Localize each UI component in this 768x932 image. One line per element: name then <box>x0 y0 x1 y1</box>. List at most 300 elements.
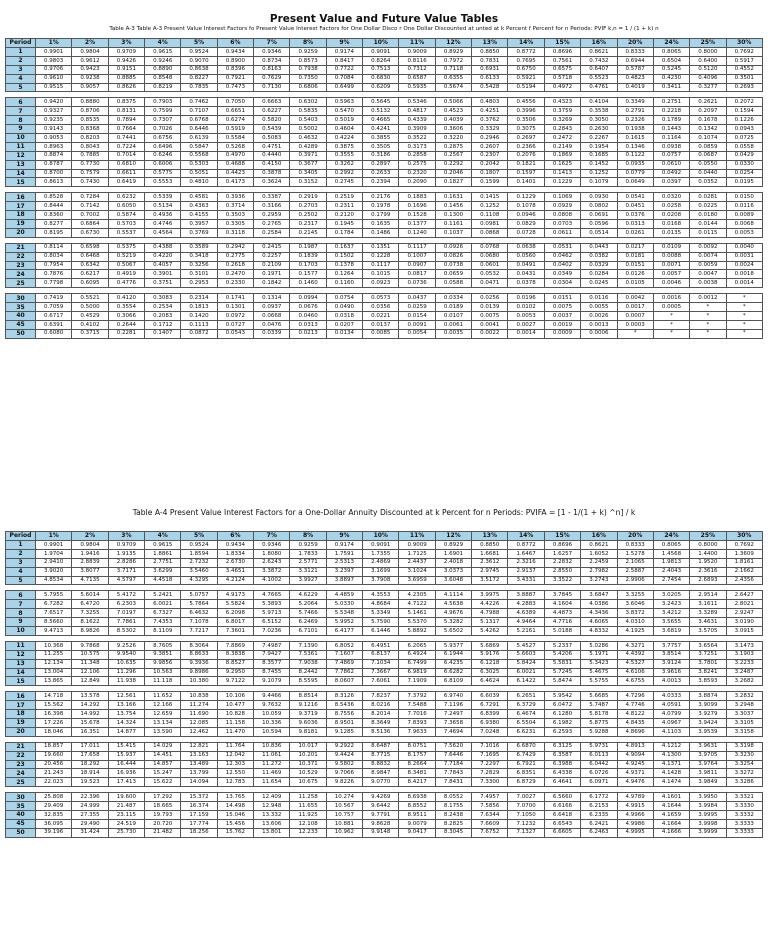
factor-cell: 0.1069 <box>544 193 580 202</box>
factor-cell: 0.3901 <box>145 270 181 279</box>
factor-cell: 5.0188 <box>544 627 580 636</box>
period-cell: 6 <box>6 591 36 600</box>
factor-cell: 0.1577 <box>290 270 326 279</box>
factor-cell: 11.764 <box>217 742 253 751</box>
factor-cell: 29.490 <box>72 819 108 828</box>
factor-cell: 0.0150 <box>726 193 762 202</box>
factor-cell: 0.7972 <box>435 56 471 65</box>
factor-cell: 0.0356 <box>363 303 399 312</box>
factor-cell: 0.3505 <box>363 142 399 151</box>
factor-cell: 0.0935 <box>617 160 653 169</box>
factor-cell: 0.5935 <box>399 83 435 92</box>
rate-header: 20% <box>617 39 653 48</box>
factor-cell: 0.2875 <box>435 142 471 151</box>
table-a4-title: Table A-4 Present Value Interest Factors for a One-Dollar Annuity Discounted at k Percent for n Periods: PVIFA = [1 - 1/(1 + k) ^n] / k <box>132 508 636 517</box>
factor-cell: 2.5771 <box>290 558 326 567</box>
table-row <box>6 541 763 550</box>
factor-cell: 0.0573 <box>363 294 399 303</box>
table-row <box>6 600 763 609</box>
factor-cell: 0.6209 <box>363 83 399 92</box>
factor-cell: 8.8527 <box>217 659 253 668</box>
factor-cell: 0.7954 <box>36 261 72 270</box>
factor-cell: 4.3553 <box>363 591 399 600</box>
table-row <box>6 98 763 107</box>
factor-cell: 0.2751 <box>653 98 689 107</box>
factor-cell: 0.0687 <box>690 151 726 160</box>
factor-cell: 0.7722 <box>326 65 362 74</box>
factor-cell: 7.2297 <box>472 760 508 769</box>
factor-cell: 4.3436 <box>581 609 617 618</box>
factor-cell: 0.9901 <box>36 48 72 57</box>
table-row <box>6 312 763 321</box>
factor-cell: * <box>726 329 762 338</box>
factor-cell: 0.3349 <box>617 98 653 107</box>
factor-cell: 5.6603 <box>508 650 544 659</box>
factor-cell: 0.2703 <box>290 202 326 211</box>
factor-cell: 7.6609 <box>472 819 508 828</box>
factor-cell: 3.9811 <box>690 769 726 778</box>
factor-cell: 0.0009 <box>544 329 580 338</box>
factor-cell: 3.8593 <box>690 677 726 686</box>
factor-cell: 0.8417 <box>326 56 362 65</box>
factor-cell: 0.1528 <box>399 211 435 220</box>
factor-cell: 6.4235 <box>435 659 471 668</box>
factor-cell: 0.3538 <box>581 107 617 116</box>
factor-cell: 0.7921 <box>217 74 253 83</box>
factor-cell: 4.1114 <box>435 591 471 600</box>
factor-cell: 0.1164 <box>653 134 689 143</box>
factor-cell: 0.0943 <box>726 125 762 134</box>
factor-cell: 9.8181 <box>290 727 326 736</box>
rate-header: 7% <box>254 532 290 541</box>
factor-cell: 8.4217 <box>399 778 435 787</box>
factor-cell: * <box>726 294 762 303</box>
period-cell: 21 <box>6 742 36 751</box>
rate-header: 9% <box>326 532 362 541</box>
factor-cell: * <box>690 312 726 321</box>
factor-cell: 3.3332 <box>726 811 762 820</box>
period-cell: 45 <box>6 819 36 828</box>
factor-cell: 0.3909 <box>399 125 435 134</box>
factor-cell: 0.7014 <box>108 151 144 160</box>
factor-cell: 4.1666 <box>653 828 689 837</box>
factor-cell: 0.0431 <box>508 270 544 279</box>
factor-cell: 0.0382 <box>581 252 617 261</box>
factor-cell: 0.2470 <box>217 270 253 279</box>
factor-cell: 0.4746 <box>145 220 181 229</box>
period-cell: 15 <box>6 178 36 187</box>
factor-cell: 0.0462 <box>544 252 580 261</box>
factor-cell: 0.3075 <box>508 125 544 134</box>
pvifa-table <box>5 531 763 838</box>
factor-cell: 3.3289 <box>690 609 726 618</box>
period-cell: 7 <box>6 107 36 116</box>
rate-header: 12% <box>435 39 471 48</box>
factor-cell: 0.0144 <box>690 220 726 229</box>
period-cell: 21 <box>6 243 36 252</box>
factor-cell: 0.4120 <box>108 294 144 303</box>
factor-cell: 0.0972 <box>217 312 253 321</box>
factor-cell: 0.0560 <box>508 252 544 261</box>
factor-cell: 0.4241 <box>363 125 399 134</box>
factor-cell: 0.3759 <box>544 107 580 116</box>
rate-header: 5% <box>181 39 217 48</box>
factor-cell: 12.108 <box>290 819 326 828</box>
factor-cell: 0.0868 <box>472 228 508 237</box>
factor-cell: 8.2014 <box>363 710 399 719</box>
factor-cell: 0.2953 <box>181 279 217 288</box>
factor-cell: 2.9247 <box>726 609 762 618</box>
factor-cell: 7.9427 <box>254 650 290 659</box>
factor-cell: 0.5820 <box>254 116 290 125</box>
factor-cell: 0.7312 <box>399 65 435 74</box>
factor-cell: 4.4518 <box>145 576 181 585</box>
factor-cell: 0.0907 <box>399 261 435 270</box>
factor-cell: 10.371 <box>290 760 326 769</box>
factor-cell: 3.5705 <box>690 627 726 636</box>
factor-cell: 2.5887 <box>617 567 653 576</box>
factor-cell: 17.159 <box>181 811 217 820</box>
factor-cell: 0.1978 <box>363 202 399 211</box>
table-row <box>6 609 763 618</box>
factor-cell: 3.5460 <box>181 567 217 576</box>
factor-cell: 0.0532 <box>472 270 508 279</box>
factor-cell: 0.9327 <box>36 107 72 116</box>
factor-cell: 7.8431 <box>435 778 471 787</box>
factor-cell: 0.1226 <box>726 116 762 125</box>
factor-cell: 3.9849 <box>690 778 726 787</box>
factor-cell: 4.3295 <box>181 576 217 585</box>
factor-cell: 1.5278 <box>617 549 653 558</box>
factor-cell: 0.9235 <box>36 116 72 125</box>
factor-cell: 0.9706 <box>36 65 72 74</box>
factor-cell: 0.5403 <box>290 116 326 125</box>
table-row <box>6 802 763 811</box>
factor-cell: 15.562 <box>36 701 72 710</box>
factor-cell: 0.0736 <box>399 279 435 288</box>
factor-cell: 0.5428 <box>472 83 508 92</box>
factor-cell: 0.1015 <box>363 270 399 279</box>
factor-cell: 0.9091 <box>363 541 399 550</box>
factor-cell: 7.0236 <box>254 627 290 636</box>
factor-cell: 10.838 <box>181 692 217 701</box>
factor-cell: 7.3667 <box>363 668 399 677</box>
factor-cell: 6.8351 <box>508 769 544 778</box>
factor-cell: 2.9514 <box>690 591 726 600</box>
factor-cell: 3.3158 <box>726 727 762 736</box>
rate-header: 10% <box>363 532 399 541</box>
factor-cell: 0.0779 <box>617 169 653 178</box>
factor-cell: 0.0116 <box>581 294 617 303</box>
period-cell: 45 <box>6 320 36 329</box>
period-cell: 8 <box>6 116 36 125</box>
factor-cell: 10.675 <box>290 778 326 787</box>
factor-cell: 6.0113 <box>581 751 617 760</box>
factor-cell: 0.0075 <box>472 312 508 321</box>
factor-cell: 13.606 <box>254 819 290 828</box>
factor-cell: 14.498 <box>217 802 253 811</box>
factor-cell: 0.7118 <box>435 65 471 74</box>
factor-cell: 0.4581 <box>181 193 217 202</box>
factor-cell: 7.8869 <box>217 641 253 650</box>
factor-cell: 7.1034 <box>363 659 399 668</box>
factor-cell: 5.9542 <box>544 692 580 701</box>
factor-cell: 0.9009 <box>399 48 435 57</box>
period-cell: 40 <box>6 312 36 321</box>
factor-cell: 0.6768 <box>181 116 217 125</box>
factor-cell: 0.2307 <box>472 151 508 160</box>
factor-cell: 0.0994 <box>290 294 326 303</box>
table-row <box>6 549 763 558</box>
factor-cell: 3.3321 <box>726 793 762 802</box>
factor-cell: 0.7142 <box>72 202 108 211</box>
factor-cell: 0.0168 <box>653 220 689 229</box>
factor-cell: 15.415 <box>108 742 144 751</box>
factor-cell: 0.9151 <box>108 65 144 74</box>
factor-cell: 6.6231 <box>508 727 544 736</box>
factor-cell: 0.9524 <box>181 48 217 57</box>
factor-cell: 18.292 <box>72 760 108 769</box>
factor-cell: 7.1390 <box>290 641 326 650</box>
factor-cell: 4.8122 <box>617 710 653 719</box>
factor-cell: 0.2693 <box>726 83 762 92</box>
factor-cell: 0.9174 <box>326 541 362 550</box>
factor-cell: 21.487 <box>108 802 144 811</box>
factor-cell: 4.1474 <box>653 778 689 787</box>
factor-cell: 0.3554 <box>108 303 144 312</box>
table-row <box>6 279 763 288</box>
factor-cell: 0.0217 <box>617 243 653 252</box>
factor-cell: 0.0334 <box>435 294 471 303</box>
factor-cell: 4.8534 <box>36 576 72 585</box>
factor-cell: 0.6864 <box>72 220 108 229</box>
factor-cell: 4.8435 <box>617 719 653 728</box>
factor-cell: 5.7487 <box>581 701 617 710</box>
factor-cell: 9.8986 <box>181 668 217 677</box>
factor-cell: 0.8734 <box>254 56 290 65</box>
factor-cell: * <box>653 312 689 321</box>
factor-cell: 0.0680 <box>472 252 508 261</box>
period-cell: 50 <box>6 329 36 338</box>
factor-cell: 0.0610 <box>653 160 689 169</box>
table-row <box>6 793 763 802</box>
factor-cell: 0.1160 <box>326 279 362 288</box>
factor-cell: 0.6139 <box>181 134 217 143</box>
factor-cell: 0.0284 <box>581 270 617 279</box>
factor-cell: 0.8880 <box>72 98 108 107</box>
factor-cell: 8.1622 <box>72 618 108 627</box>
factor-cell: 0.0802 <box>581 202 617 211</box>
factor-cell: 0.3329 <box>472 125 508 134</box>
table-row <box>6 116 763 125</box>
factor-cell: 11.469 <box>254 769 290 778</box>
factor-cell: 18.046 <box>36 727 72 736</box>
factor-cell: 0.0013 <box>581 320 617 329</box>
factor-cell: 0.6810 <box>108 160 144 169</box>
factor-cell: 0.5775 <box>145 169 181 178</box>
factor-cell: 7.3300 <box>472 778 508 787</box>
factor-cell: 6.8137 <box>363 650 399 659</box>
factor-cell: 0.6598 <box>72 243 108 252</box>
factor-cell: 0.0491 <box>508 261 544 270</box>
factor-cell: 0.0135 <box>653 228 689 237</box>
factor-cell: 0.8621 <box>581 541 617 550</box>
factor-cell: 9.1285 <box>326 727 362 736</box>
factor-cell: 5.6014 <box>72 591 108 600</box>
factor-cell: 8.3577 <box>254 659 290 668</box>
factor-cell: 0.0676 <box>290 303 326 312</box>
factor-cell: 0.0053 <box>508 312 544 321</box>
factor-cell: 0.4057 <box>145 261 181 270</box>
factor-cell: 0.7419 <box>36 294 72 303</box>
factor-cell: 5.4675 <box>581 668 617 677</box>
period-cell: 7 <box>6 600 36 609</box>
factor-cell: 0.0460 <box>290 312 326 321</box>
factor-cell: 0.3762 <box>472 116 508 125</box>
factor-cell: 5.1971 <box>581 650 617 659</box>
factor-cell: 5.7590 <box>363 618 399 627</box>
factor-cell: 0.6717 <box>36 312 72 321</box>
factor-cell: 0.9709 <box>108 48 144 57</box>
factor-cell: 0.5134 <box>145 202 181 211</box>
factor-cell: 7.7843 <box>435 769 471 778</box>
factor-cell: 0.1415 <box>472 193 508 202</box>
factor-cell: 0.0041 <box>472 320 508 329</box>
factor-cell: 0.2314 <box>181 294 217 303</box>
factor-cell: 1.8334 <box>217 549 253 558</box>
factor-cell: 0.8700 <box>36 169 72 178</box>
factor-cell: 3.7908 <box>363 576 399 585</box>
factor-cell: 0.8706 <box>72 107 108 116</box>
factor-cell: 0.0137 <box>363 320 399 329</box>
factor-cell: 0.7730 <box>72 160 108 169</box>
factor-cell: 0.8772 <box>508 541 544 550</box>
factor-cell: 0.0691 <box>581 211 617 220</box>
factor-cell: 4.1644 <box>653 802 689 811</box>
factor-cell: * <box>617 329 653 338</box>
factor-cell: 9.2922 <box>326 742 362 751</box>
factor-cell: 9.6036 <box>290 719 326 728</box>
factor-cell: 0.0929 <box>544 202 580 211</box>
factor-cell: 0.0151 <box>544 294 580 303</box>
table-row <box>6 261 763 270</box>
factor-cell: 0.2534 <box>145 303 181 312</box>
factor-cell: 0.4220 <box>145 252 181 261</box>
factor-cell: 0.8874 <box>36 151 72 160</box>
factor-cell: 16.936 <box>108 769 144 778</box>
factor-cell: 17.774 <box>181 819 217 828</box>
factor-cell: 12.783 <box>217 778 253 787</box>
factor-cell: 20.720 <box>145 819 181 828</box>
factor-cell: 12.303 <box>217 760 253 769</box>
factor-cell: 8.5660 <box>36 618 72 627</box>
period-cell: 4 <box>6 567 36 576</box>
period-cell: 25 <box>6 778 36 787</box>
factor-cell: 0.0068 <box>726 220 762 229</box>
period-cell: 13 <box>6 160 36 169</box>
period-cell: 20 <box>6 228 36 237</box>
factor-cell: 12.821 <box>181 742 217 751</box>
factor-cell: 0.3957 <box>181 220 217 229</box>
factor-cell: 0.9901 <box>36 541 72 550</box>
factor-cell: 0.3220 <box>435 134 471 143</box>
factor-cell: 0.8444 <box>36 202 72 211</box>
factor-cell: 6.6418 <box>544 811 580 820</box>
factor-cell: 0.0259 <box>399 303 435 312</box>
factor-cell: 0.0196 <box>508 294 544 303</box>
factor-cell: 9.1216 <box>290 701 326 710</box>
factor-cell: 0.6587 <box>399 74 435 83</box>
factor-cell: 0.4019 <box>617 83 653 92</box>
factor-cell: 0.3715 <box>72 329 108 338</box>
factor-cell: 9.7868 <box>72 641 108 650</box>
factor-cell: 8.1755 <box>435 802 471 811</box>
factor-cell: 12.659 <box>145 710 181 719</box>
factor-cell: 13.578 <box>72 692 108 701</box>
factor-cell: 3.8372 <box>617 609 653 618</box>
factor-cell: 2.6730 <box>217 558 253 567</box>
factor-cell: 0.8621 <box>581 48 617 57</box>
factor-cell: 0.2919 <box>290 193 326 202</box>
factor-cell: 3.7845 <box>544 591 580 600</box>
period-cell: 30 <box>6 793 36 802</box>
factor-cell: 8.2442 <box>290 668 326 677</box>
factor-cell: 2.4018 <box>435 558 471 567</box>
factor-cell: 0.4919 <box>108 270 144 279</box>
factor-cell: 0.2644 <box>108 320 144 329</box>
factor-cell: 6.7282 <box>36 600 72 609</box>
factor-cell: 4.7135 <box>72 576 108 585</box>
table-row <box>6 659 763 668</box>
factor-cell: 0.8528 <box>36 193 72 202</box>
period-cell: 6 <box>6 98 36 107</box>
factor-cell: 15.678 <box>72 719 108 728</box>
period-cell: 3 <box>6 558 36 567</box>
factor-cell: 0.1741 <box>217 294 253 303</box>
factor-cell: 1.8594 <box>181 549 217 558</box>
period-cell: 35 <box>6 802 36 811</box>
factor-cell: 0.3411 <box>653 83 689 92</box>
factor-cell: 0.5194 <box>508 83 544 92</box>
factor-cell: 1.8161 <box>726 558 762 567</box>
factor-cell: 5.3423 <box>581 659 617 668</box>
factor-cell: 0.0514 <box>581 228 617 237</box>
factor-cell: 6.4338 <box>544 769 580 778</box>
factor-cell: 0.6391 <box>36 320 72 329</box>
factor-cell: 17.658 <box>72 751 108 760</box>
factor-cell: 0.8219 <box>145 83 181 92</box>
factor-cell: 0.5874 <box>108 211 144 220</box>
factor-cell: 3.9124 <box>653 659 689 668</box>
factor-cell: 0.0085 <box>363 329 399 338</box>
factor-cell: 0.1827 <box>435 178 471 187</box>
factor-cell: 0.5703 <box>108 220 144 229</box>
factor-cell: 11.690 <box>181 710 217 719</box>
factor-cell: 0.0492 <box>653 169 689 178</box>
rate-header: 1% <box>36 39 72 48</box>
factor-cell: 0.0817 <box>399 270 435 279</box>
factor-cell: 3.3333 <box>726 828 762 837</box>
period-cell: 19 <box>6 220 36 229</box>
rate-header: 30% <box>726 532 762 541</box>
factor-cell: 0.6302 <box>290 98 326 107</box>
factor-cell: 0.0754 <box>326 294 362 303</box>
factor-cell: 23.115 <box>108 811 144 820</box>
factor-cell: 0.9143 <box>36 125 72 134</box>
factor-cell: 3.2948 <box>726 701 762 710</box>
factor-cell: 3.4631 <box>690 618 726 627</box>
table-row <box>6 719 763 728</box>
